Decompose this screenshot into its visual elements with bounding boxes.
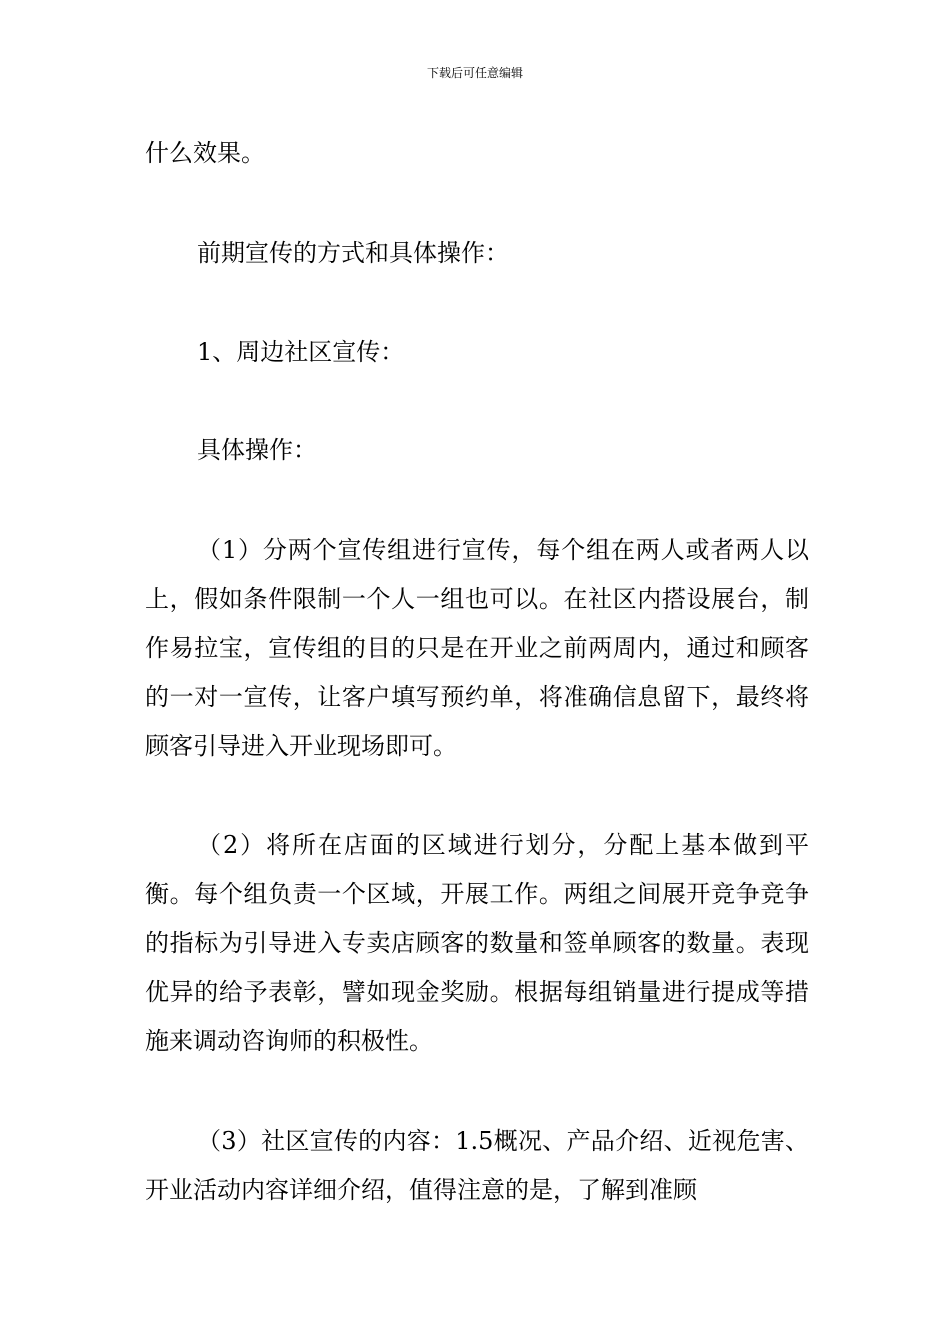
paragraph-item-3: （3）社区宣传的内容：1.5概况、产品介绍、近视危害、开业活动内容详细介绍，值得注意的是，了解到准顾 xyxy=(145,1127,809,1204)
paragraph-continuation: 什么效果。 xyxy=(145,139,265,167)
page-header: 下载后可任意编辑 xyxy=(426,66,523,80)
paragraph-promotion-methods-heading: 前期宣传的方式和具体操作： xyxy=(197,239,509,267)
paragraph-item-2: （2）将所在店面的区域进行划分，分配上基本做到平衡。每个组负责一个区域，开展工作。两组之间展开竞争竞争的指标为引导进入专卖店顾客的数量和签单顾客的数量。表现优异的给予表彰，譬如现金奖励。根据每组销量进行提成等措施来调动咨询师的积极性。 xyxy=(145,831,809,1055)
paragraph-item-1: （1）分两个宣传组进行宣传，每个组在两人或者两人以上，假如条件限制一个人一组也可以。在社区内搭设展台，制作易拉宝，宣传组的目的只是在开业之前两周内，通过和顾客的一对一宣传，让客户填写预约单，将准确信息留下，最终将顾客引导进入开业现场即可。 xyxy=(145,536,809,760)
paragraph-specific-operations-heading: 具体操作： xyxy=(197,436,317,464)
paragraph-community-promotion-heading: 1、周边社区宣传： xyxy=(197,338,405,366)
